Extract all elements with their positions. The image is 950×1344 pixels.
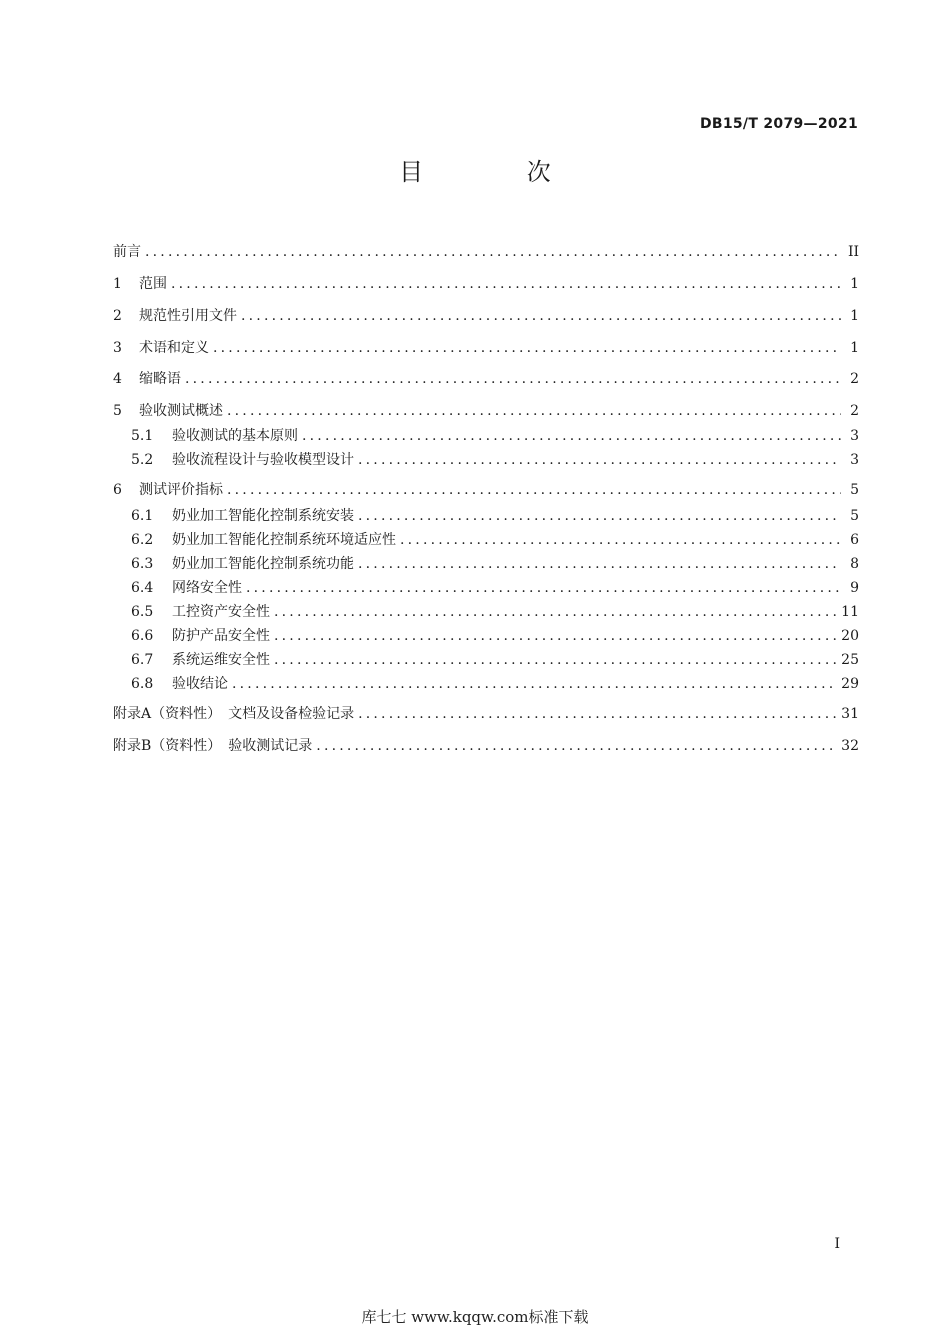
toc-entry-6[interactable]: [113, 480, 859, 500]
standard-number: DB15/T 2079—2021: [699, 116, 858, 132]
toc-entry-number: 6.2: [131, 532, 154, 548]
leader-dots: [246, 578, 841, 598]
toc-entry-number: 6.5: [131, 604, 154, 620]
toc-entry-number: 5: [113, 403, 122, 419]
toc-entry-foreword[interactable]: [113, 242, 859, 262]
toc-entry-page: 8: [850, 556, 859, 572]
toc-entry-6-2[interactable]: [113, 530, 859, 550]
toc-entry-page: 32: [841, 738, 859, 754]
toc-entry-label: 奶业加工智能化控制系统环境适应性: [172, 532, 396, 548]
footer-watermark: 库七七 www.kqqw.com标准下载: [361, 1308, 589, 1326]
toc-entry-page: 25: [841, 652, 859, 668]
leader-dots: [227, 401, 841, 421]
toc-entry-6-1[interactable]: [113, 506, 859, 526]
toc-entry-label: 防护产品安全性: [172, 628, 270, 644]
toc-entry-label: 工控资产安全性: [172, 604, 270, 620]
toc-entry-6-6[interactable]: [113, 626, 859, 646]
toc-entry-label: 范围: [139, 276, 167, 292]
toc-entry-number: 6.7: [131, 652, 154, 668]
toc-entry-label: 前言: [113, 244, 141, 260]
toc-entry-label: 术语和定义: [139, 340, 209, 356]
toc-entry-label: 规范性引用文件: [139, 308, 237, 324]
toc-entry-label: 验收结论: [172, 676, 228, 692]
toc-entry-page: 1: [850, 276, 859, 292]
toc-entry-4[interactable]: [113, 369, 859, 389]
leader-dots: [274, 602, 837, 622]
toc-entry-5[interactable]: [113, 401, 859, 421]
toc-entry-number: 6.4: [131, 580, 154, 596]
page-number: I: [834, 1236, 840, 1252]
toc-entry-page: 29: [841, 676, 859, 692]
toc-entry-label: 验收测试概述: [139, 403, 223, 419]
toc-entry-page: 3: [850, 452, 859, 468]
toc-entry-6-8[interactable]: [113, 674, 859, 694]
toc-entry-label: 验收流程设计与验收模型设计: [172, 452, 354, 468]
toc-entry-page: 11: [841, 604, 859, 620]
toc-entry-6-5[interactable]: [113, 602, 859, 622]
toc-entry-6-3[interactable]: [113, 554, 859, 574]
toc-entry-number: 6.1: [131, 508, 154, 524]
leader-dots: [400, 530, 841, 550]
toc-entry-label: 测试评价指标: [139, 482, 223, 498]
toc-entry-6-4[interactable]: [113, 578, 859, 598]
leader-dots: [274, 650, 837, 670]
toc-entry-appendix-a[interactable]: [113, 704, 859, 724]
toc-entry-5-1[interactable]: [113, 426, 859, 446]
toc-entry-label: 附录B（资料性） 验收测试记录: [113, 738, 313, 754]
toc-entry-page: 5: [850, 508, 859, 524]
toc-entry-page: 2: [850, 403, 859, 419]
toc-entry-number: 6: [113, 482, 122, 498]
toc-entry-label: 奶业加工智能化控制系统功能: [172, 556, 354, 572]
leader-dots: [358, 450, 841, 470]
toc-entry-6-7[interactable]: [113, 650, 859, 670]
toc-entry-page: 20: [841, 628, 859, 644]
leader-dots: [227, 480, 841, 500]
toc-entry-page: 3: [850, 428, 859, 444]
leader-dots: [274, 626, 837, 646]
toc-entry-page: 1: [850, 340, 859, 356]
toc-entry-2[interactable]: [113, 306, 859, 326]
leader-dots: [358, 506, 841, 526]
toc-entry-number: 3: [113, 340, 122, 356]
toc-entry-label: 附录A（资料性） 文档及设备检验记录: [113, 706, 355, 722]
toc-entry-number: 2: [113, 308, 122, 324]
toc-entry-page: 6: [850, 532, 859, 548]
toc-entry-page: II: [847, 244, 859, 260]
leader-dots: [213, 338, 841, 358]
toc-entry-number: 5.2: [131, 452, 154, 468]
leader-dots: [358, 704, 837, 724]
toc-entry-page: 2: [850, 371, 859, 387]
leader-dots: [145, 242, 841, 262]
leader-dots: [232, 674, 837, 694]
toc-entry-number: 5.1: [131, 428, 154, 444]
toc-entry-number: 6.6: [131, 628, 154, 644]
toc-entry-page: 1: [850, 308, 859, 324]
toc-entry-number: 4: [113, 371, 122, 387]
toc-entry-number: 6.3: [131, 556, 154, 572]
toc-entry-label: 验收测试的基本原则: [172, 428, 298, 444]
leader-dots: [185, 369, 841, 389]
toc-entry-label: 缩略语: [139, 371, 181, 387]
toc-entry-3[interactable]: [113, 338, 859, 358]
leader-dots: [171, 274, 841, 294]
toc-entry-page: 5: [850, 482, 859, 498]
toc-entry-number: 1: [113, 276, 122, 292]
toc-entry-label: 奶业加工智能化控制系统安装: [172, 508, 354, 524]
toc-entry-5-2[interactable]: [113, 450, 859, 470]
toc-entry-appendix-b[interactable]: [113, 736, 859, 756]
leader-dots: [241, 306, 841, 326]
toc-entry-page: 31: [841, 706, 859, 722]
toc-entry-label: 网络安全性: [172, 580, 242, 596]
toc-entry-page: 9: [850, 580, 859, 596]
leader-dots: [316, 736, 837, 756]
toc-entry-number: 6.8: [131, 676, 154, 692]
leader-dots: [358, 554, 841, 574]
page-title: 目 次: [399, 158, 599, 186]
toc-entry-label: 系统运维安全性: [172, 652, 270, 668]
leader-dots: [302, 426, 841, 446]
toc-entry-1[interactable]: [113, 274, 859, 294]
